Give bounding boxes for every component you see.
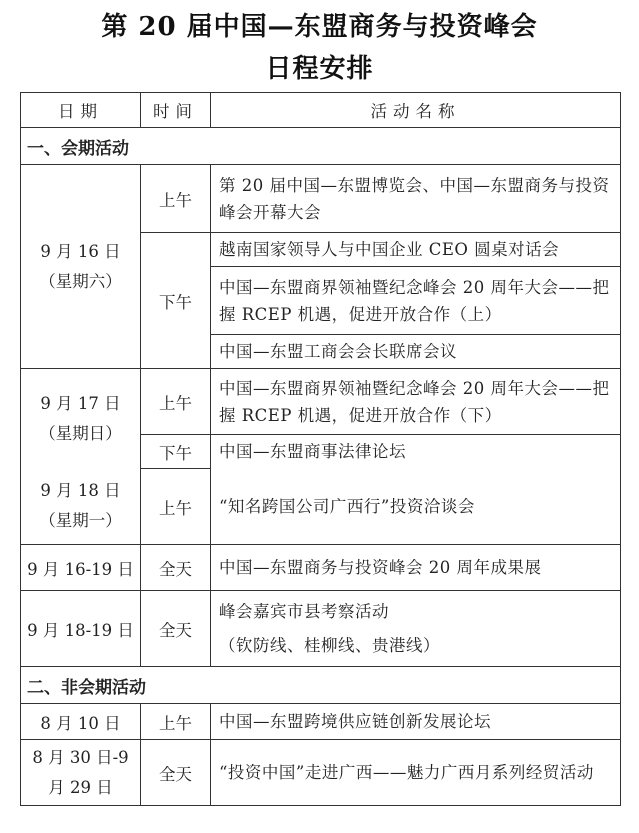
table-row	[21, 369, 621, 435]
weekday-text: （星期日）	[39, 423, 122, 443]
date-cell: 9 月 16-19 日	[21, 545, 141, 591]
section-title-off-session: 二、非会期活动	[21, 667, 621, 704]
time-cell: 全天	[141, 591, 211, 667]
weekday-text: （星期六）	[39, 271, 122, 291]
table-row	[21, 469, 621, 545]
date-cell	[21, 740, 141, 806]
date-text: 月 29 日	[48, 777, 113, 797]
time-cell: 上午	[141, 165, 211, 233]
activity-cell: “投资中国”走进广西——魅力广西月系列经贸活动	[211, 740, 621, 806]
weekday-text: （星期一）	[39, 511, 122, 531]
section-title-in-session: 一、会期活动	[21, 128, 621, 165]
date-cell	[21, 469, 141, 545]
time-cell: 上午	[141, 704, 211, 740]
table-row	[21, 704, 621, 740]
table-header-row	[21, 93, 621, 128]
date-text: 9 月 18 日	[40, 481, 121, 501]
header-activity: 活动名称	[211, 93, 621, 128]
activity-cell: 中国—东盟商界领袖暨纪念峰会 20 周年大会——把握 RCEP 机遇，促进开放合作（上）	[211, 267, 621, 335]
activity-cell: 第 20 届中国—东盟博览会、中国—东盟商务与投资峰会开幕大会	[211, 165, 621, 233]
section-row	[21, 128, 621, 165]
date-text: 9 月 17 日	[40, 393, 121, 413]
date-cell	[21, 165, 141, 369]
document-subtitle: 日程安排	[265, 54, 374, 84]
activity-cell: “知名跨国公司广西行”投资洽谈会	[211, 469, 621, 545]
activity-line: （钦防线、桂柳线、贵港线）	[219, 635, 440, 655]
time-cell: 上午	[141, 469, 211, 545]
activity-cell: 中国—东盟商务与投资峰会 20 周年成果展	[211, 545, 621, 591]
table-row	[21, 591, 621, 667]
time-cell: 全天	[141, 545, 211, 591]
table-row	[21, 740, 621, 806]
date-cell: 8 月 10 日	[21, 704, 141, 740]
time-cell: 下午	[141, 233, 211, 369]
table-row	[21, 545, 621, 591]
activity-cell	[211, 591, 621, 667]
date-text: 9 月 16 日	[40, 241, 121, 261]
activity-cell: 中国—东盟跨境供应链创新发展论坛	[211, 704, 621, 740]
activity-cell: 中国—东盟工商会会长联席会议	[211, 335, 621, 369]
date-cell: 9 月 18-19 日	[21, 591, 141, 667]
time-cell: 上午	[141, 369, 211, 435]
section-row	[21, 667, 621, 704]
date-text: 8 月 30 日-9	[32, 747, 129, 767]
schedule-table	[20, 92, 621, 806]
time-cell: 下午	[141, 435, 211, 469]
document-title: 第 20 届中国—东盟商务与投资峰会	[101, 12, 538, 42]
activity-cell: 中国—东盟商事法律论坛	[211, 435, 621, 469]
header-date: 日期	[21, 93, 141, 128]
date-cell	[21, 369, 141, 469]
activity-cell: 中国—东盟商界领袖暨纪念峰会 20 周年大会——把握 RCEP 机遇，促进开放合作（下）	[211, 369, 621, 435]
table-row	[21, 165, 621, 233]
activity-cell: 越南国家领导人与中国企业 CEO 圆桌对话会	[211, 233, 621, 267]
header-time: 时间	[141, 93, 211, 128]
time-cell: 全天	[141, 740, 211, 806]
activity-line: 峰会嘉宾市县考察活动	[219, 601, 389, 621]
